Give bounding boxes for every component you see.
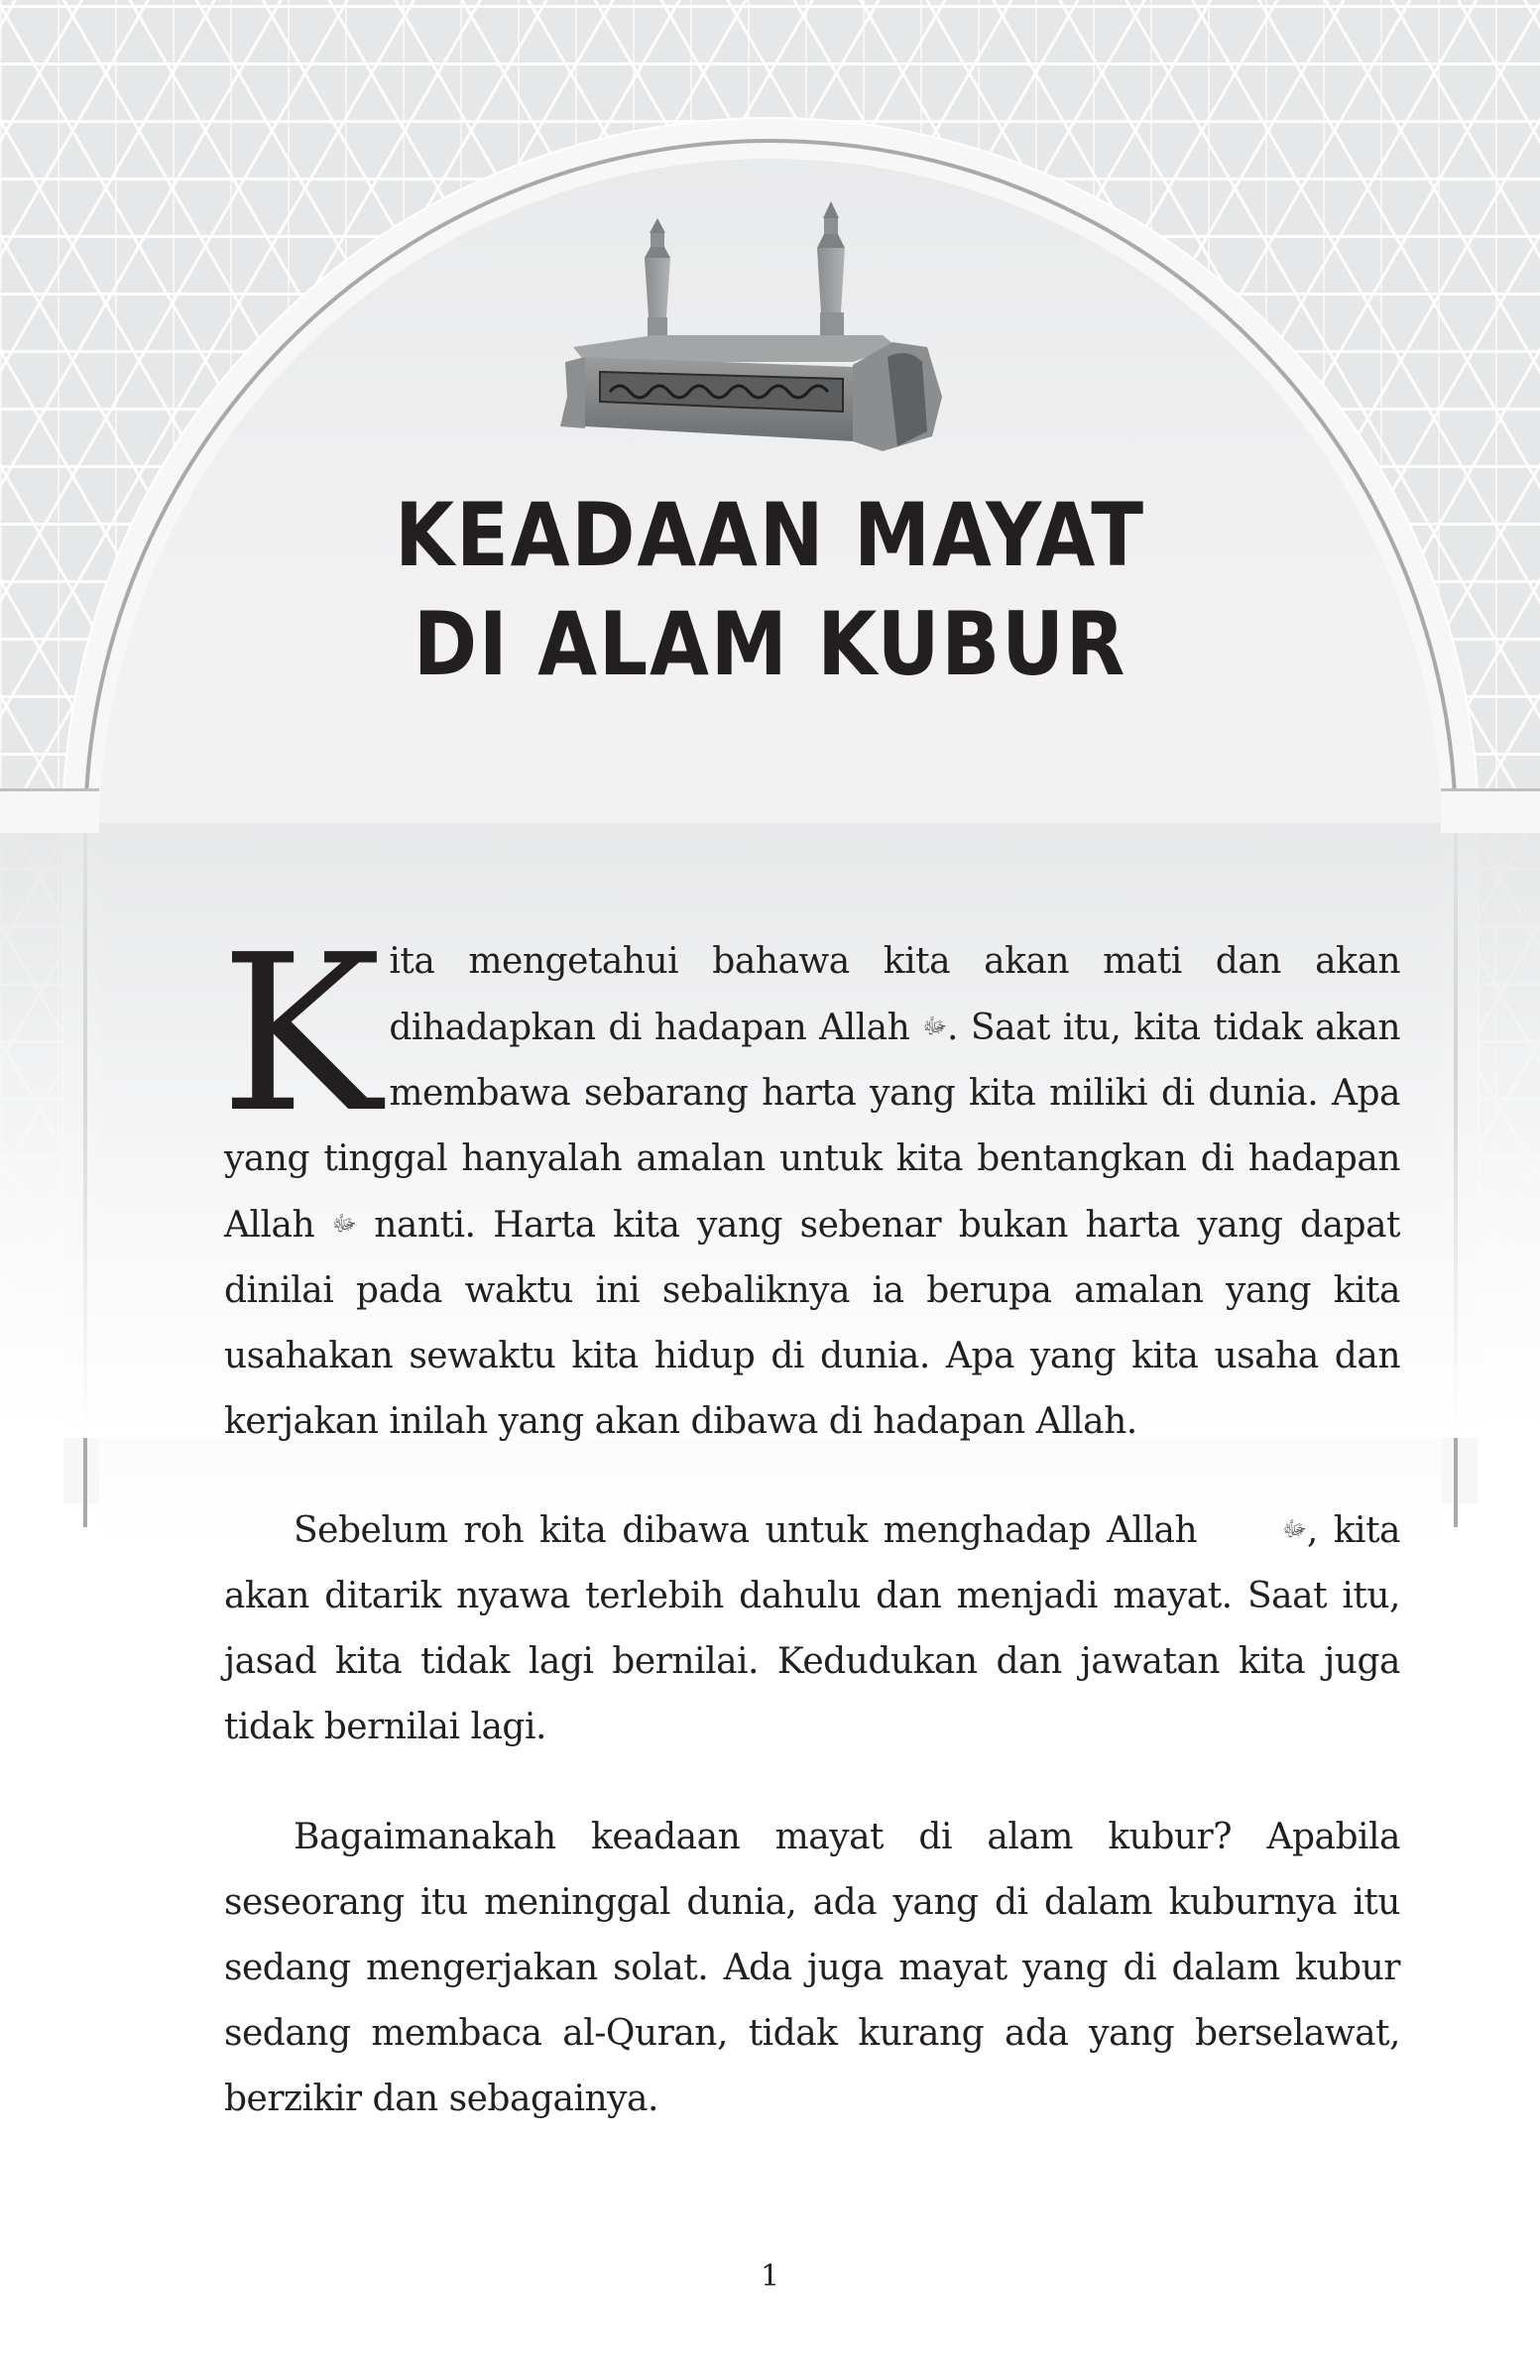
honorific-glyph-icon: ﷻ [1282, 1517, 1307, 1542]
paragraph-2-text-a: Sebelum roh kita dibawa untuk menghadap Allah [294, 1510, 1214, 1551]
chapter-title-line-1: KEADAAN MAYAT [395, 484, 1145, 586]
paragraph-1-text-c: nanti. Harta kita yang sebenar bukan harta yang dapat dinilai pada waktu ini sebaliknya ia berupa amalan yang kita usahakan sewaktu kita hidup di dunia. Apa yang kita usaha dan kerjakan inilah yang akan dibawa di hadapan Allah. [224, 1205, 1401, 1442]
paragraph-1-text-b: . Saat itu, kita tidak akan membawa sebarang harta yang kita miliki di dunia. Apa yang tinggal hanyalah amalan untuk kita bentangkan di hadapan Allah [224, 1008, 1401, 1246]
chapter-title [92, 481, 1448, 699]
arch-base-left [0, 788, 99, 833]
grave-illustration-icon [555, 198, 992, 456]
paragraph-2-text-b: , kita akan ditarik nyawa terlebih dahulu dan menjadi mayat. Saat itu, jasad kita tidak lagi bernilai. Kedudukan dan jawatan kita juga tidak bernilai lagi. [224, 1510, 1400, 1747]
page-number: 1 [760, 2259, 780, 2294]
paragraph-3 [224, 1805, 1400, 2132]
paragraph-1-text-a: ita mengetahui bahawa kita akan mati dan akan dihadapkan di hadapan Allah [389, 941, 1400, 1048]
paragraph-1 [220, 909, 1401, 1455]
arch-base-right [1441, 788, 1540, 833]
chapter-title-line-2: DI ALAM KUBUR [413, 593, 1127, 695]
paragraph-2 [224, 1497, 1400, 1760]
honorific-glyph-icon: ﷻ [922, 1014, 948, 1039]
honorific-glyph-icon: ﷻ [331, 1212, 357, 1237]
drop-cap: K [220, 909, 382, 1160]
paragraph-3-text: Bagaimanakah keadaan mayat di alam kubur? Apabila seseorang itu meninggal dunia, ada yang di dalam kuburnya itu sedang mengerjakan solat. Ada juga mayat yang di dalam kubur sedang membaca al-Quran, tidak kurang ada yang berselawat, berzikir dan sebagainya. [224, 1817, 1400, 2119]
